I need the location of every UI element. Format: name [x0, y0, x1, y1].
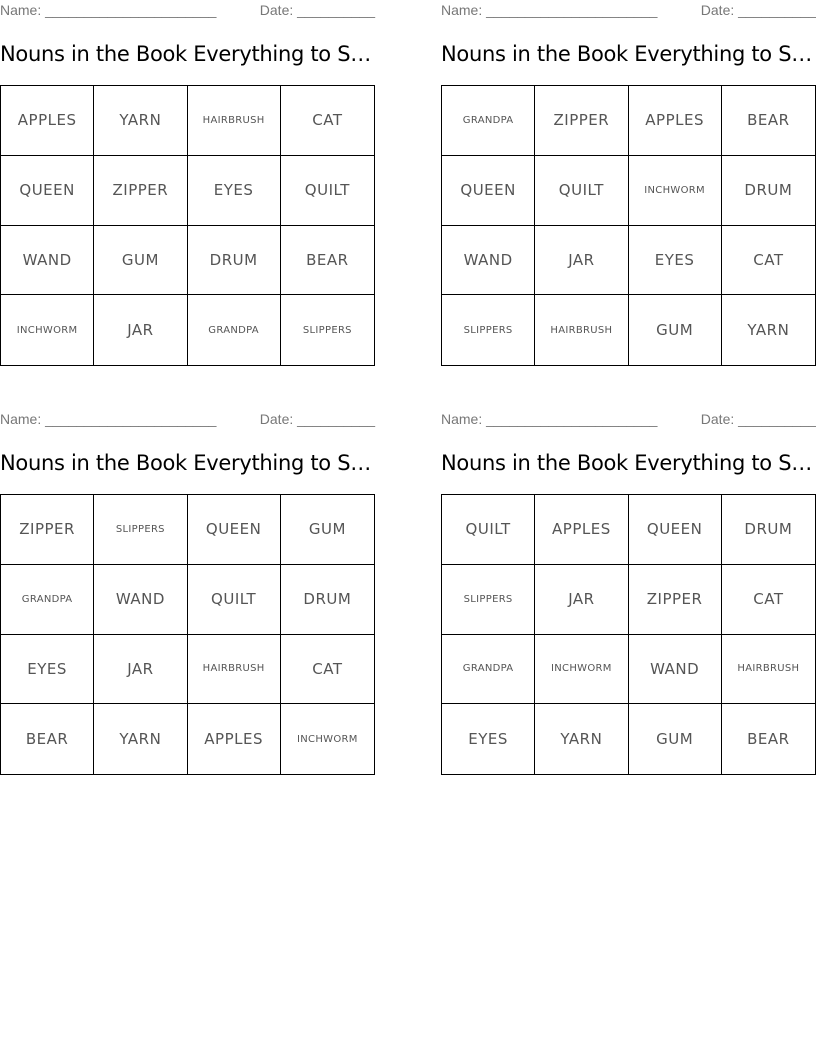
- bingo-cell: DRUM: [188, 226, 281, 296]
- bingo-cell: CAT: [722, 226, 815, 296]
- bingo-cell: JAR: [94, 295, 187, 365]
- bingo-cell: BEAR: [747, 730, 790, 749]
- bingo-cell: CAT: [281, 86, 374, 156]
- bingo-cell: ZIPPER: [629, 565, 722, 635]
- bingo-cell: GRANDPA: [442, 86, 535, 156]
- bingo-cell: QUEEN: [188, 495, 281, 565]
- bingo-cell: HAIRBRUSH: [188, 86, 281, 156]
- bingo-cell: QUEEN: [442, 156, 535, 226]
- bingo-cell: APPLES: [1, 86, 94, 156]
- bingo-cell: WAND: [442, 226, 535, 296]
- bingo-cell: QUILT: [281, 156, 374, 226]
- card-header: [441, 411, 816, 431]
- bingo-cell: GUM: [94, 226, 187, 296]
- date-field: Date: __________: [259, 2, 375, 18]
- bingo-grid: [441, 85, 816, 366]
- bingo-cell: INCHWORM: [1, 295, 94, 365]
- bingo-cell: GUM: [629, 704, 722, 774]
- bingo-cell: ZIPPER: [535, 86, 628, 156]
- bingo-cell: YARN: [747, 321, 790, 340]
- card-title: Nouns in the Book Everything to S…: [0, 451, 371, 475]
- bingo-cell: APPLES: [188, 704, 281, 774]
- bingo-cell: WAND: [94, 565, 187, 635]
- date-field: Date: __________: [700, 2, 816, 18]
- card-header: [441, 2, 816, 22]
- bingo-cell: WAND: [629, 635, 722, 705]
- bingo-grid: [441, 494, 816, 775]
- bingo-cell: YARN: [94, 704, 187, 774]
- bingo-cell: YARN: [94, 86, 187, 156]
- bingo-cell: DRUM: [281, 565, 374, 635]
- bingo-cell: SLIPPERS: [94, 495, 187, 565]
- bingo-cell: SLIPPERS: [442, 565, 535, 635]
- bingo-cell: HAIRBRUSH: [722, 635, 815, 705]
- bingo-cell: INCHWORM: [629, 156, 722, 226]
- bingo-cell: INCHWORM: [535, 635, 628, 705]
- bingo-cell: QUILT: [188, 565, 281, 635]
- bingo-cell: EYES: [442, 704, 535, 774]
- name-field: Name: ______________________: [0, 2, 217, 18]
- bingo-cell: QUEEN: [629, 495, 722, 565]
- bingo-cell: JAR: [94, 635, 187, 705]
- bingo-cell: WAND: [1, 226, 94, 296]
- bingo-cell: GUM: [281, 495, 374, 565]
- name-field: Name: ______________________: [0, 411, 217, 427]
- date-field: Date: __________: [259, 411, 375, 427]
- bingo-cell: HAIRBRUSH: [535, 295, 628, 365]
- card-title: Nouns in the Book Everything to S…: [441, 451, 812, 475]
- bingo-cell: YARN: [535, 704, 628, 774]
- card-header: [0, 2, 375, 22]
- bingo-cell: GRANDPA: [188, 295, 281, 365]
- bingo-grid: [0, 494, 375, 775]
- bingo-cell: EYES: [629, 226, 722, 296]
- bingo-cell: GRANDPA: [1, 565, 94, 635]
- bingo-cell: ZIPPER: [94, 156, 187, 226]
- bingo-grid: [0, 85, 375, 366]
- bingo-cell: GRANDPA: [442, 635, 535, 705]
- bingo-cell: SLIPPERS: [302, 324, 352, 336]
- bingo-cell: CAT: [722, 565, 815, 635]
- bingo-cell: ZIPPER: [1, 495, 94, 565]
- bingo-cell: EYES: [1, 635, 94, 705]
- bingo-cell: QUILT: [535, 156, 628, 226]
- name-field: Name: ______________________: [441, 411, 658, 427]
- bingo-cell: BEAR: [1, 704, 94, 774]
- bingo-cell: GUM: [629, 295, 722, 365]
- bingo-cell: JAR: [535, 565, 628, 635]
- bingo-cell: DRUM: [722, 156, 815, 226]
- card-title: Nouns in the Book Everything to S…: [441, 42, 812, 66]
- bingo-cell: DRUM: [722, 495, 815, 565]
- card-title: Nouns in the Book Everything to S…: [0, 42, 371, 66]
- bingo-cell: QUILT: [442, 495, 535, 565]
- bingo-cell: BEAR: [722, 86, 815, 156]
- bingo-cell: HAIRBRUSH: [188, 635, 281, 705]
- bingo-cell: APPLES: [629, 86, 722, 156]
- bingo-cell: INCHWORM: [297, 733, 358, 745]
- date-field: Date: __________: [700, 411, 816, 427]
- bingo-cell: BEAR: [281, 226, 374, 296]
- bingo-cell: EYES: [188, 156, 281, 226]
- card-header: [0, 411, 375, 431]
- name-field: Name: ______________________: [441, 2, 658, 18]
- bingo-cell: SLIPPERS: [442, 295, 535, 365]
- bingo-cell: CAT: [281, 635, 374, 705]
- bingo-cell: QUEEN: [1, 156, 94, 226]
- bingo-cell: JAR: [535, 226, 628, 296]
- bingo-cell: APPLES: [535, 495, 628, 565]
